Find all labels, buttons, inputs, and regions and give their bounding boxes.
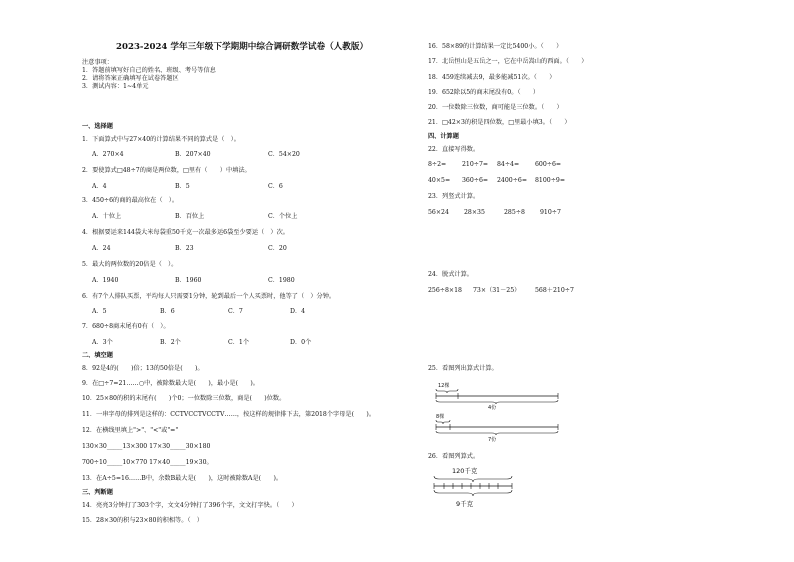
calc-item: 2400÷6= (497, 177, 528, 184)
page-title: 2023-2024 学年三年级下学期期中综合调研数学试卷（人教版） (116, 42, 369, 52)
option: B．2个 (160, 339, 181, 346)
question-24: 24．脱式计算。 (428, 271, 473, 278)
question-7: 7．680÷8商末尾有0有（ ）。 (82, 323, 170, 330)
diagram-label: 7份 (488, 437, 497, 443)
option: B．23 (175, 245, 194, 252)
question-8: 8．92是4的( )倍；13的50倍是( )。 (82, 365, 204, 372)
option: A．24 (92, 245, 111, 252)
question-21: 21．□42×3的积是四位数，□里最小填3。（ ） (428, 119, 571, 126)
option: B．1960 (175, 277, 202, 284)
option: A．3个 (92, 339, 113, 346)
question-17: 17．北岳恒山是五岳之一，它在中岳嵩山的西面。（ ） (428, 58, 588, 65)
calc-item: 910÷7 (540, 209, 561, 216)
calc-item: 8÷2= (428, 161, 447, 168)
option: C．54×20 (268, 151, 300, 158)
section1-heading: 一、选择题 (82, 123, 113, 130)
question-26: 26．看图列算式。 (428, 453, 480, 460)
question-6: 6．有7个人排队买票，平均每人只需要1分钟，轮到最后一个人买票时，他等了（ ）分钟。 (82, 293, 336, 300)
question-9: 9．在□÷7=21……○中，被除数最大是( )，最小是( )。 (82, 380, 259, 387)
question-16: 16．58×89的计算结果一定比5400小。（ ） (428, 43, 563, 50)
bar-diagram-1 (430, 378, 560, 410)
diagram-label: 9千克 (456, 500, 474, 508)
option: D．0个 (290, 339, 312, 346)
question-10: 10．25×80的积的末尾有( )个0；一位数除三位数，商是( )位数。 (82, 395, 286, 402)
option: D．4 (290, 308, 306, 315)
question-22: 22．直接写得数。 (428, 146, 480, 153)
notes-heading: 注意事项： (82, 59, 113, 66)
calc-item: 256÷8×18 (428, 287, 462, 294)
question-5: 5．最大的两位数的20倍是（ ）。 (82, 261, 178, 268)
option: C．1980 (268, 277, 295, 284)
question-18: 18．459连续减去9，最多能减51次。（ ） (428, 74, 556, 81)
question-20: 20．一位数除三位数，商可能是三位数。（ ） (428, 104, 563, 111)
calc-item: 568＋210÷7 (535, 287, 574, 294)
compare-row-1: 130×30_____13×300 17×30_____30×180 (82, 443, 211, 450)
compare-row-2: 700÷10_____10×770 17×40_____19×30。 (82, 459, 213, 466)
note-item: 3．测试内容：1~4单元 (82, 83, 149, 90)
diagram-label: 120千克 (452, 467, 478, 475)
option: A．1940 (92, 277, 119, 284)
option: A．十位上 (92, 213, 122, 220)
option: C．个位上 (268, 213, 298, 220)
bar-diagram-3 (430, 466, 520, 512)
calc-item: 40×5= (428, 177, 451, 184)
calc-item: 56×24 (428, 209, 449, 216)
question-4: 4．根据要运来144袋大米每袋重50千克一次最多运6袋至少要运（ ）次。 (82, 229, 289, 236)
option: B．6 (160, 308, 175, 315)
section2-heading: 二、填空题 (82, 352, 113, 359)
calc-item: 285÷8 (504, 209, 525, 216)
question-12: 12．在横线里填上">"、"<"或"=" (82, 427, 179, 434)
question-3: 3．450÷6的商的最高位在（ ）。 (82, 197, 179, 204)
calc-item: 8100÷9= (535, 177, 566, 184)
option: B．5 (175, 183, 190, 190)
calc-item: 73×（31－25） (473, 287, 521, 294)
question-1: 1．下面算式中与27×40的计算结果不同的算式是（ ）。 (82, 136, 240, 143)
question-2: 2．要使算式□48÷7的商是两位数，□里有（ ）中填法。 (82, 167, 251, 174)
option: A．270×4 (92, 151, 124, 158)
question-15: 15．28×30的积与23×80的积相等。（ ） (82, 517, 203, 524)
calc-item: 210÷7= (462, 161, 489, 168)
diagram-label: 12棵 (438, 383, 450, 389)
calc-item: 600÷6= (535, 161, 562, 168)
section4-heading: 四、计算题 (428, 133, 459, 140)
diagram-label: 8棵 (436, 414, 445, 420)
calc-item: 28×35 (464, 209, 485, 216)
calc-item: 360÷6= (462, 177, 489, 184)
question-23: 23．列竖式计算。 (428, 193, 480, 200)
option: C．6 (268, 183, 283, 190)
option: C．1个 (228, 339, 250, 346)
option: B．百位上 (175, 213, 205, 220)
question-13: 13．在A÷5=16……B中，余数B最大是( )，这时被除数A是( )。 (82, 475, 283, 482)
section3-heading: 三、判断题 (82, 489, 113, 496)
question-25: 25．看图列出算式计算。 (428, 365, 498, 372)
note-item: 1．答题前填写好自己的姓名、班级、考号等信息 (82, 67, 216, 74)
question-11: 11．一串字母的排列是这样的：CCTVCCTVCCTV……，按这样的规律排下去，第2018个字母是( )。 (82, 411, 376, 418)
question-14: 14．亮亮3分钟打了303个字，文文4分钟打了396个字，文文打字快。（ ） (82, 502, 298, 509)
option: B．207×40 (175, 151, 211, 158)
diagram-label: 4份 (488, 405, 497, 410)
option: C．7 (228, 308, 243, 315)
question-19: 19．652除以5的商末尾没有0。（ ） (428, 89, 540, 96)
note-item: 2．请将答案正确填写在试卷答题区 (82, 75, 179, 82)
option: A．5 (92, 308, 107, 315)
bar-diagram-2 (430, 410, 560, 444)
option: C．20 (268, 245, 287, 252)
calc-item: 84÷4= (497, 161, 520, 168)
option: A．4 (92, 183, 107, 190)
